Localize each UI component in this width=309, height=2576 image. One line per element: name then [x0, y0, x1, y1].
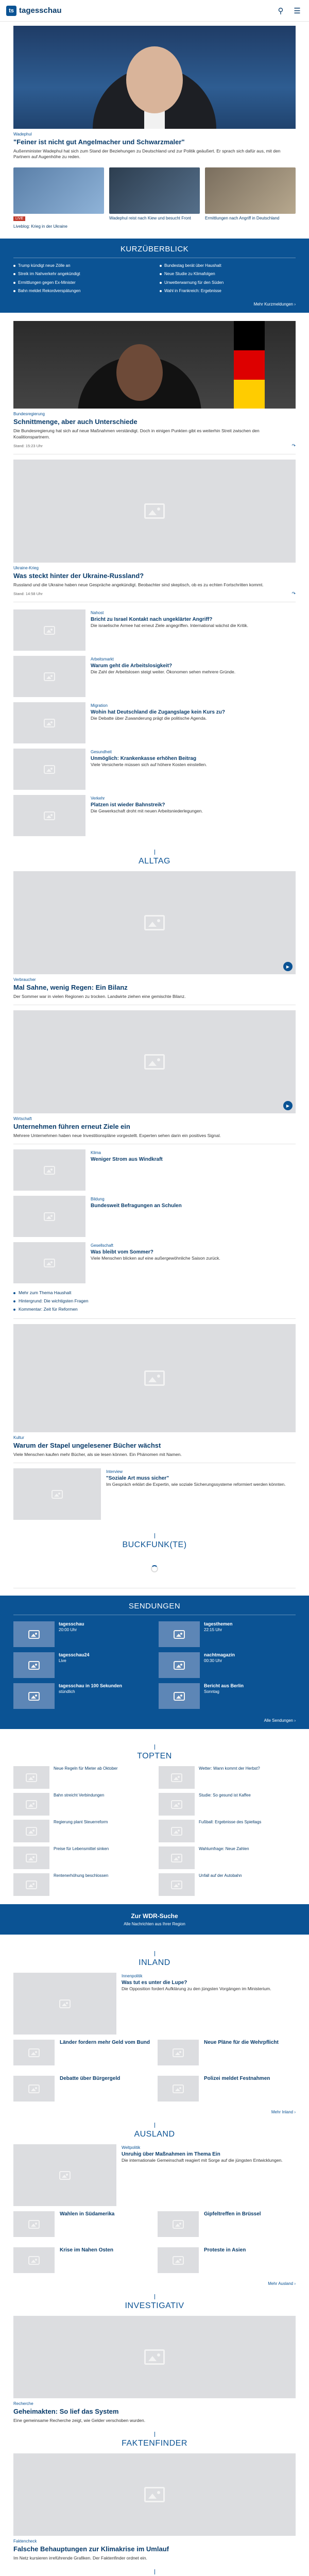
row-article-teaser: Die israelische Armee hat erneut Ziele angegriffen. International wächst die Kritik.: [91, 623, 249, 629]
row-article[interactable]: [0, 1973, 309, 2035]
inland-item[interactable]: Länder fordern mehr Geld vom Bund: [13, 2040, 151, 2065]
sendung-item[interactable]: nachtmagazin 00:30 Uhr: [159, 1652, 296, 1678]
live-badge: LIVE: [13, 216, 25, 221]
regional-banner-subtitle: Alle Nachrichten aus Ihrer Region: [124, 1922, 185, 1927]
article-image: [13, 1324, 296, 1432]
inland-item[interactable]: Debatte über Bürgergeld: [13, 2076, 151, 2102]
topten-item[interactable]: Rentenerhöhung beschlossen: [13, 1873, 150, 1896]
loading-spinner: [151, 1565, 158, 1572]
row-article-teaser: Die Debatte über Zuwanderung prägt die politische Agenda.: [91, 716, 207, 721]
section-title-buckfunk: BUCKFUNK(TE): [0, 1525, 309, 1555]
section-title-faktenfinder: FAKTENFINDER: [0, 2424, 309, 2453]
section-title-investigativ: INVESTIGATIV: [0, 2286, 309, 2316]
logo-text: tagesschau: [19, 6, 62, 15]
article[interactable]: [0, 318, 309, 449]
regional-banner[interactable]: [0, 1904, 309, 1935]
row-article-image: [13, 656, 85, 697]
row-article-kicker: Weltpolitik: [122, 2145, 141, 2150]
ausland-item[interactable]: Gipfeltreffen in Brüssel: [158, 2211, 296, 2237]
live-card[interactable]: [109, 167, 200, 229]
row-article-headline[interactable]: Warum geht die Arbeitslosigkeit?: [91, 663, 173, 669]
article-kicker: Ukraine-Krieg: [13, 566, 39, 571]
row-article-headline[interactable]: Bundesweit Befragungen an Schulen: [91, 1203, 182, 1209]
kurz-item[interactable]: Neue Studie zu Klimafolgen: [160, 272, 296, 277]
kurz-item[interactable]: Bundestag berät über Haushalt: [160, 263, 296, 268]
row-article-teaser: Die Zahl der Arbeitslosen steigt weiter. Ökonomen sehen mehrere Gründe.: [91, 669, 236, 675]
topten-item[interactable]: Regierung plant Steuerreform: [13, 1820, 150, 1842]
sendungen-box: [0, 1596, 309, 1729]
row-article-headline[interactable]: Unruhig über Maßnahmen im Thema Ein: [122, 2151, 220, 2158]
article-headline[interactable]: Falsche Behauptungen zur Klimakrise im Umlauf: [13, 2545, 169, 2553]
ausland-item[interactable]: Proteste in Asien: [158, 2247, 296, 2273]
topten-item[interactable]: Preise für Lebensmittel sinken: [13, 1846, 150, 1869]
live-caption: Liveblog: Krieg in der Ukraine: [13, 224, 67, 229]
row-article-kicker: Gesellschaft: [91, 1243, 114, 1248]
article-kicker: Wirtschaft: [13, 1116, 32, 1122]
row-article-image: [13, 795, 85, 836]
kurz-item[interactable]: Trump kündigt neue Zölle an: [13, 263, 149, 268]
topten-grid: [0, 1766, 309, 1896]
article-headline[interactable]: Warum der Stapel ungelesener Bücher wächst: [13, 1442, 161, 1450]
logo[interactable]: [6, 6, 62, 16]
row-article[interactable]: [0, 2144, 309, 2206]
article-teaser: Der Sommer war in vielen Regionen zu trocken. Landwirte ziehen eine gemischte Bilanz.: [13, 993, 186, 999]
row-article-headline[interactable]: Bricht zu Israel Kontakt nach ungeklärter Angriff?: [91, 617, 213, 623]
live-card[interactable]: [205, 167, 296, 229]
article-headline[interactable]: Was steckt hinter der Ukraine-Russland?: [13, 572, 144, 580]
live-caption: Wadephul reist nach Kiew und besucht Front: [109, 215, 191, 221]
article-date: Stand: 14:58 Uhr: [13, 591, 43, 597]
row-article-kicker: Interview: [106, 1469, 123, 1475]
row-article-image: [13, 2144, 116, 2206]
kurzueberblick-box: [0, 239, 309, 313]
row-article[interactable]: [0, 1149, 309, 1191]
article-teaser: Mehrere Unternehmen haben neue Investitionspläne vorgestellt. Experten sehen darin ein positives Signal.: [13, 1132, 221, 1138]
row-article[interactable]: [0, 1468, 309, 1520]
lead-kicker: Wadephul: [13, 132, 32, 137]
row-article-kicker: Innenpolitik: [122, 1974, 143, 1979]
row-article-kicker: Bildung: [91, 1197, 105, 1202]
sendung-item[interactable]: tagesthemen 22:15 Uhr: [159, 1621, 296, 1647]
ausland-item[interactable]: Wahlen in Südamerika: [13, 2211, 151, 2237]
row-article-kicker: Verkehr: [91, 796, 105, 801]
row-article-image: [13, 1196, 85, 1237]
sendung-item[interactable]: tagesschau 20:00 Uhr: [13, 1621, 150, 1647]
article[interactable]: [0, 2453, 309, 2561]
lead-article[interactable]: [0, 22, 309, 160]
sendung-item[interactable]: tagesschau in 100 Sekunden stündlich: [13, 1683, 150, 1709]
sendung-item[interactable]: Bericht aus Berlin Sonntag: [159, 1683, 296, 1709]
related-link[interactable]: Kommentar: Zeit für Reformen: [13, 1305, 296, 1313]
top-bar: [0, 0, 309, 22]
topten-item[interactable]: Fußball: Ergebnisse des Spieltags: [159, 1820, 296, 1842]
article-headline[interactable]: Geheimakten: So lief das System: [13, 2408, 119, 2416]
topten-item[interactable]: Studie: So gesund ist Kaffee: [159, 1793, 296, 1816]
section-title-inland: INLAND: [0, 1943, 309, 1973]
row-article-image: [13, 1468, 101, 1520]
topten-item[interactable]: Wahlumfrage: Neue Zahlen: [159, 1846, 296, 1869]
section-title-wissen: [0, 2561, 309, 2576]
row-article[interactable]: [0, 656, 309, 697]
article-headline[interactable]: Schnittmenge, aber auch Unterschiede: [13, 418, 138, 426]
article[interactable]: [0, 460, 309, 597]
inland-item[interactable]: Polizei meldet Festnahmen: [158, 2076, 296, 2102]
article-teaser: Viele Menschen kaufen mehr Bücher, als sie lesen können. Ein Phänomen mit Namen.: [13, 1451, 182, 1457]
sendungen-more-link[interactable]: Alle Sendungen ›: [264, 1718, 296, 1723]
row-article-kicker: Arbeitsmarkt: [91, 657, 114, 662]
article-headline[interactable]: Mal Sahne, wenig Regen: Ein Bilanz: [13, 984, 128, 992]
kurz-item[interactable]: Unwetterwarnung für den Süden: [160, 280, 296, 285]
row-article-headline[interactable]: "Soziale Art muss sicher": [106, 1476, 169, 1482]
topten-item[interactable]: Neue Regeln für Mieter ab Oktober: [13, 1766, 150, 1789]
row-article-teaser: Viele Versicherte müssen sich auf höhere Kosten einstellen.: [91, 762, 207, 768]
article-image: [13, 1010, 296, 1113]
sendung-item[interactable]: tagesschau24 Live: [13, 1652, 150, 1678]
section-title-topten: TOPTEN: [0, 1736, 309, 1766]
live-row: [0, 167, 309, 229]
row-article-image: [13, 702, 85, 743]
row-article-kicker: Nahost: [91, 611, 104, 616]
article-teaser: Im Netz kursieren irreführende Grafiken. Der Faktenfinder ordnet ein.: [13, 2555, 147, 2561]
lead-image: [13, 26, 296, 129]
article-image: [13, 2316, 296, 2398]
article-kicker: Kultur: [13, 1435, 24, 1440]
article-kicker: Recherche: [13, 2401, 33, 2406]
article[interactable]: [0, 1324, 309, 1458]
row-article[interactable]: [0, 702, 309, 743]
lead-teaser: Außenminister Wadephul hat sich zum Stand der Beziehungen zu Deutschland und zur Politik geäußert. Er sprach sich dafür aus, mit den Partnern auf Augenhöhe zu reden.: [13, 148, 281, 160]
share-icon[interactable]: ↷: [291, 591, 296, 597]
row-article-headline[interactable]: Unmöglich: Krankenkasse erhöhen Beitrag: [91, 756, 197, 762]
article-kicker: Faktencheck: [13, 2539, 37, 2544]
inland-item[interactable]: Neue Pläne für die Wehrpflicht: [158, 2040, 296, 2065]
row-article-image: [13, 749, 85, 790]
menu-icon[interactable]: ☰: [294, 6, 301, 15]
sendungen-title: SENDUNGEN: [13, 1596, 296, 1615]
inland-more-link[interactable]: Mehr Inland ›: [271, 2110, 296, 2115]
live-caption: Ermittlungen nach Angriff in Deutschland: [205, 215, 280, 221]
kurz-item[interactable]: Ermittlungen gegen Ex-Minister: [13, 280, 149, 285]
kurz-item[interactable]: Streik im Nahverkehr angekündigt: [13, 272, 149, 277]
row-article-headline[interactable]: Weniger Strom aus Windkraft: [91, 1157, 163, 1163]
article-kicker: Verbraucher: [13, 977, 36, 982]
logo-mark: ts: [6, 6, 16, 16]
ausland-grid: [0, 2211, 309, 2277]
article-teaser: Eine gemeinsame Recherche zeigt, wie Gelder verschoben wurden.: [13, 2417, 146, 2423]
kurz-item[interactable]: Wahl in Frankreich: Ergebnisse: [160, 289, 296, 294]
article[interactable]: [0, 2316, 309, 2424]
article-headline[interactable]: Unternehmen führen erneut Ziele ein: [13, 1123, 130, 1131]
related-link[interactable]: Mehr zum Thema Haushalt: [13, 1289, 296, 1297]
article-date: Stand: 15:23 Uhr: [13, 444, 43, 449]
live-card[interactable]: [13, 167, 104, 229]
row-article-teaser: Die Gewerkschaft droht mit neuen Arbeitsniederlegungen.: [91, 808, 203, 814]
article-teaser: Die Bundesregierung hat sich auf neue Maßnahmen verständigt. Doch in einigen Punkten gibt es weiterhin Streit zwischen den Koalitionspartnern.: [13, 428, 260, 439]
inland-grid: [0, 2040, 309, 2106]
row-article-teaser: Im Gespräch erklärt die Expertin, wie soziale Sicherungssysteme reformiert werden könnten.: [106, 1482, 286, 1487]
kurzueberblick-title: KURZÜBERBLICK: [13, 239, 296, 258]
row-article-image: [13, 1973, 116, 2035]
row-article-teaser: Viele Menschen blicken auf eine außergewöhnliche Saison zurück.: [91, 1256, 220, 1261]
topten-item[interactable]: Bahn streicht Verbindungen: [13, 1793, 150, 1816]
topten-item[interactable]: Wetter: Wann kommt der Herbst?: [159, 1766, 296, 1789]
row-article-kicker: Gesundheit: [91, 750, 112, 755]
article-image: [13, 2453, 296, 2536]
article-image: [13, 321, 296, 409]
kurz-item[interactable]: Bahn meldet Rekordverspätungen: [13, 289, 149, 294]
row-article[interactable]: [0, 1242, 309, 1283]
article-teaser: Russland und die Ukraine haben neue Gespräche angekündigt. Beobachter sind skeptisch, ob es zu echten Fortschritten kommt.: [13, 582, 264, 587]
row-article-image: [13, 1149, 85, 1191]
row-article-image: [13, 1242, 85, 1283]
play-icon[interactable]: ▶: [283, 1101, 293, 1110]
row-article-teaser: Die Opposition fordert Aufklärung zu den jüngsten Vorgängen im Ministerium.: [122, 1986, 271, 1992]
row-article-kicker: Klima: [91, 1150, 101, 1156]
lead-headline[interactable]: "Feiner ist nicht gut Angelmacher und Schwarzmaler": [13, 138, 185, 146]
section-title-ausland: AUSLAND: [0, 2114, 309, 2144]
row-article-kicker: Migration: [91, 703, 108, 708]
row-article[interactable]: [0, 749, 309, 790]
share-icon[interactable]: ↷: [291, 443, 296, 449]
article-kicker: Bundesregierung: [13, 412, 45, 417]
row-article-headline[interactable]: Platzen ist wieder Bahnstreik?: [91, 802, 165, 808]
row-article-teaser: Die internationale Gemeinschaft reagiert mit Sorge auf die jüngsten Entwicklungen.: [122, 2158, 283, 2163]
row-article[interactable]: [0, 795, 309, 836]
section-title-alltag: ALLTAG: [0, 841, 309, 871]
related-link[interactable]: Hintergrund: Die wichtigsten Fragen: [13, 1297, 296, 1305]
kurz-more-link[interactable]: Mehr Kurzmeldungen ›: [253, 302, 296, 307]
article-image: [13, 871, 296, 974]
article[interactable]: [0, 871, 309, 999]
row-article[interactable]: [0, 609, 309, 651]
regional-banner-title: Zur WDR-Suche: [131, 1912, 178, 1920]
search-icon[interactable]: ⚲: [278, 6, 284, 15]
row-article-headline[interactable]: Was bleibt vom Sommer?: [91, 1249, 153, 1256]
ausland-item[interactable]: Krise im Nahen Osten: [13, 2247, 151, 2273]
related-links: [0, 1289, 309, 1313]
topten-item[interactable]: Unfall auf der Autobahn: [159, 1873, 296, 1896]
row-article[interactable]: [0, 1196, 309, 1237]
row-article-headline[interactable]: Was tut es unter die Lupe?: [122, 1980, 187, 1986]
row-article-image: [13, 609, 85, 651]
ausland-more-link[interactable]: Mehr Ausland ›: [268, 2281, 296, 2286]
play-icon[interactable]: ▶: [283, 962, 293, 971]
row-article-headline[interactable]: Wohin hat Deutschland die Zugangslage kein Kurs zu?: [91, 709, 225, 716]
article[interactable]: [0, 1010, 309, 1139]
article-image: [13, 460, 296, 563]
